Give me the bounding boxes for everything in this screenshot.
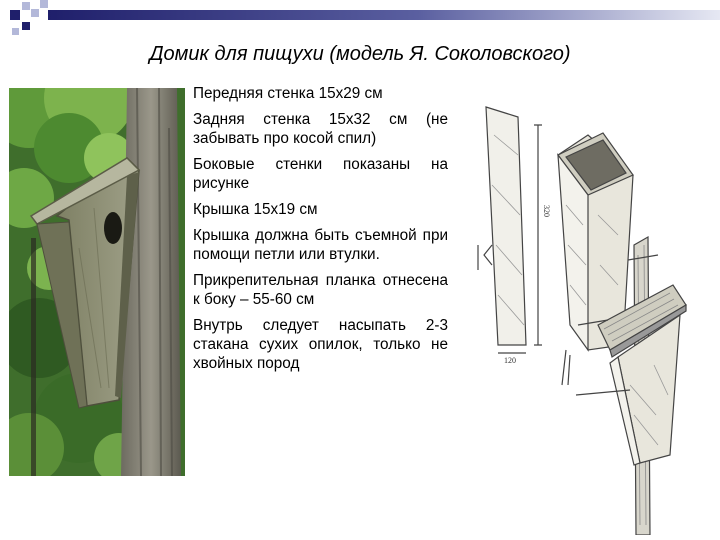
height-dimension-label: 320 bbox=[542, 205, 551, 217]
instructions-list bbox=[193, 84, 448, 380]
birdhouse-photo bbox=[9, 88, 185, 476]
birdhouse-technical-drawing bbox=[458, 95, 720, 535]
page-title: Домик для пищухи (модель Я. Соколовского) bbox=[149, 43, 571, 65]
list-item-mounting-strip: Прикрепительная планка отнесена к боку – 55-60 см bbox=[193, 272, 448, 308]
header-gradient-bar bbox=[48, 10, 720, 20]
list-item-side-walls: Боковые стенки показаны на рисунке bbox=[193, 156, 448, 192]
list-item-sawdust: Внутрь следует насыпать 2-3 стакана сухих опилок, только не хвойных пород bbox=[193, 317, 448, 372]
list-item-roof-removable: Крышка должна быть съемной при помощи петли или втулки. bbox=[193, 227, 448, 263]
width-dimension-label: 120 bbox=[504, 356, 516, 365]
list-item-roof-size: Крышка 15х19 см bbox=[193, 201, 318, 218]
list-item-back-wall: Задняя стенка 15х32 см (не забывать про косой спил) bbox=[193, 111, 448, 147]
list-item-front-wall: Передняя стенка 15х29 см bbox=[193, 85, 383, 102]
